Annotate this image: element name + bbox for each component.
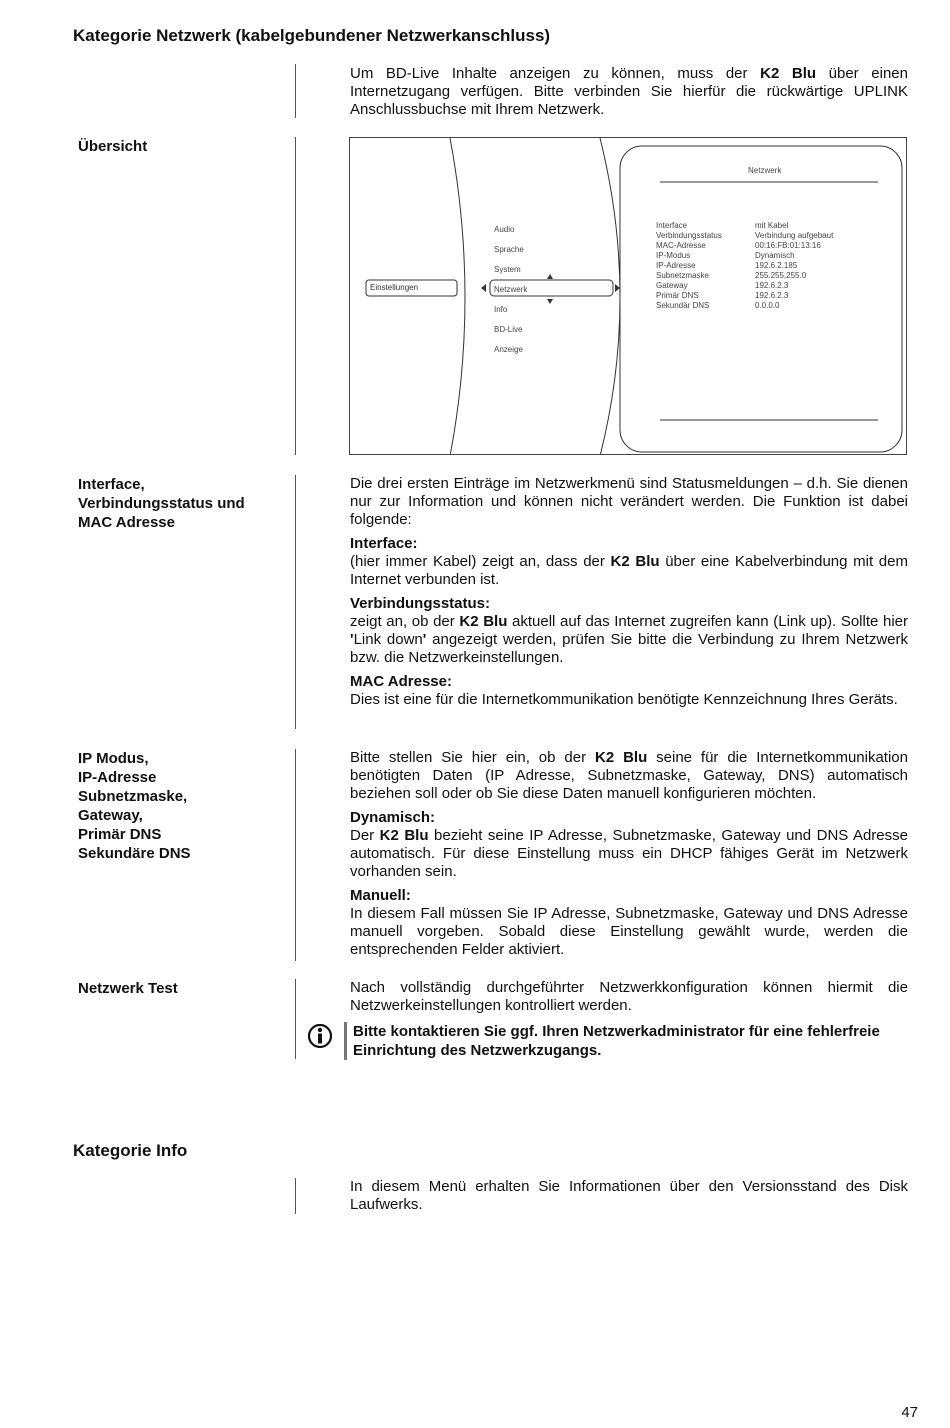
section-title: Kategorie Netzwerk (kabelgebundener Netzwerkanschluss) (73, 26, 551, 45)
menu-item-anzeige: Anzeige (494, 345, 523, 354)
divider (295, 475, 296, 729)
menu-item-info: Info (494, 305, 508, 314)
page-number: 47 (901, 1404, 918, 1421)
overview-label: Übersicht (78, 138, 148, 155)
divider (295, 749, 296, 961)
admin-note: Bitte kontaktieren Sie ggf. Ihren Netzwerkadministrator für eine fehlerfreie Einrichtung des Netzwerkzugangs. (344, 1022, 919, 1060)
menu-item-system: System (494, 265, 521, 274)
menu-item-audio: Audio (494, 225, 515, 234)
divider (295, 979, 296, 1059)
section1-label: Interface, Verbindungsstatus und MAC Adresse (78, 476, 245, 531)
divider (295, 137, 296, 455)
section1-body: Die drei ersten Einträge im Netzwerkmenü sind Statusmeldungen – d.h. Sie dienen nur zur Information und können nicht verändert werden. Die Funktion ist dabei folgende: Interface: (hier immer Kabel) zeigt an, dass der K2 Blu über eine Kabelverbindung mit dem Internet verbunden ist. Verbindungsstatus: zeigt an, ob der K2 Blu aktuell auf das Internet zugreifen kann (Link up). Sollte hier 'Link down' angezeigt werden, prüfen Sie bitte die Verbindung zu Ihrem Netzwerk bzw. die Netzwerkeinstellungen. MAC Adresse: Dies ist eine für die Internetkommunikation benötigte Kennzeichnung Ihres Geräts. (350, 475, 908, 708)
network-values: mit Kabel Verbindung aufgebaut 00:16:FB:01:13:16 Dynamisch 192.6.2.185 255.255.255.0 192.6.2.3 192.6.2.3 0.0.0.0 (755, 221, 834, 310)
panel-title: Netzwerk (748, 166, 782, 175)
menu-item-bdlive: BD-Live (494, 325, 523, 334)
section3-body: Nach vollständig durchgeführter Netzwerkkonfiguration können hiermit die Netzwerkeinstellungen kontrolliert werden. (350, 979, 908, 1014)
section2-label: IP Modus, IP-Adresse Subnetzmaske, Gateway, Primär DNS Sekundäre DNS (78, 750, 191, 862)
info-paragraph: In diesem Menü erhalten Sie Informationen über den Versionsstand des Disk Laufwerks. (350, 1178, 908, 1213)
info-icon (308, 1024, 332, 1048)
network-keys: Interface Verbindungsstatus MAC-Adresse IP-Modus IP-Adresse Subnetzmaske Gateway Primär DNS Sekundär DNS (656, 221, 722, 310)
divider (295, 64, 296, 118)
menu-screenshot (349, 137, 907, 455)
divider (295, 1178, 296, 1214)
settings-box-label: Einstellungen (370, 283, 419, 292)
menu-item-sprache: Sprache (494, 245, 524, 254)
menu-item-netzwerk: Netzwerk (494, 285, 528, 294)
section3-label: Netzwerk Test (78, 980, 178, 997)
intro-paragraph: Um BD-Live Inhalte anzeigen zu können, muss der K2 Blu über einen Internetzugang verfügen. Bitte verbinden Sie hierfür die rückwärtige UPLINK Anschlussbuchse mit Ihrem Netzwerk. (350, 65, 908, 118)
section2-body: Bitte stellen Sie hier ein, ob der K2 Blu seine für die Internetkommunikation benötigten Daten (IP Adresse, Subnetzmaske, Gateway, DNS) automatisch beziehen soll oder ob Sie diese Daten manuell konfigurieren möchten. Dynamisch: Der K2 Blu bezieht seine IP Adresse, Subnetzmaske, Gateway und DNS Adresse automatisch. Für diese Einstellung muss ein DHCP fähiges Gerät im Netzwerk vorhanden sein. Manuell: In diesem Fall müssen Sie IP Adresse, Subnetzmaske, Gateway und DNS Adresse manuell vorgeben. Sobald diese Einstellung gewählt wurde, werden die entsprechenden Felder aktiviert. (350, 749, 908, 958)
info-title: Kategorie Info (73, 1141, 188, 1160)
